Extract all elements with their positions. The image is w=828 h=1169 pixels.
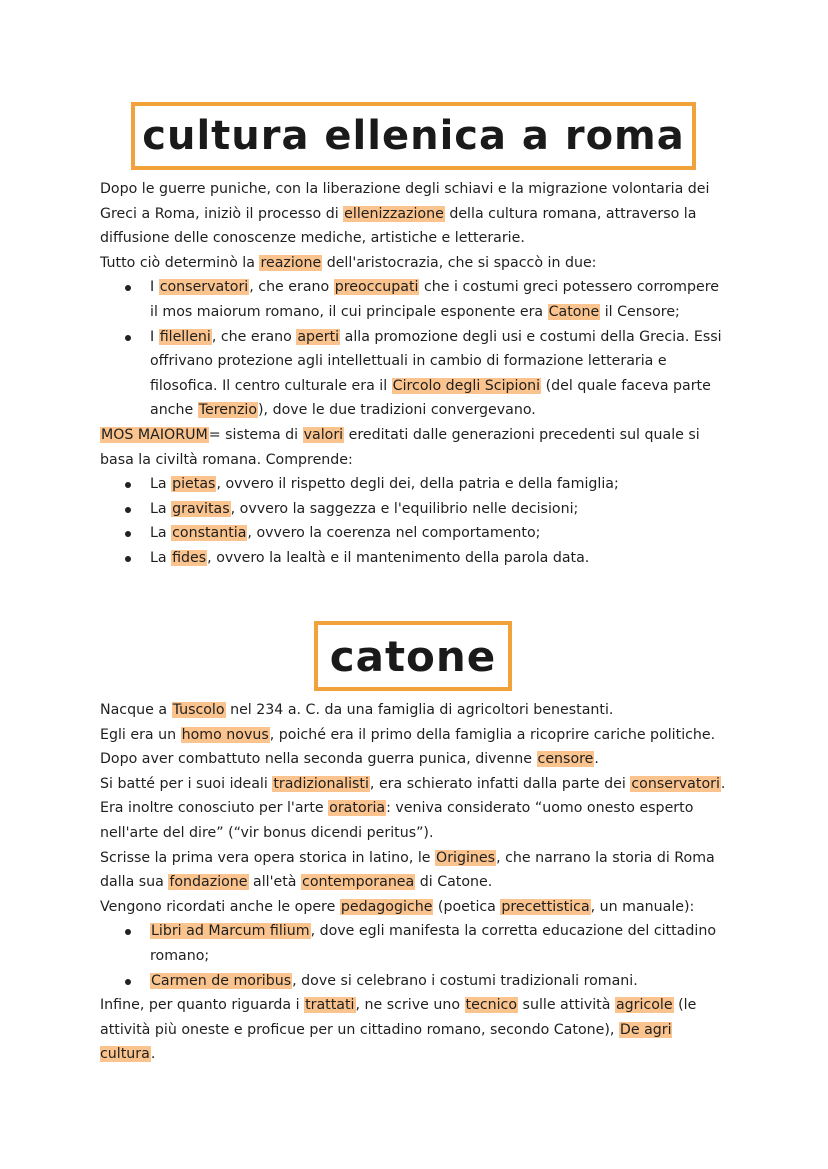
text-run: , che narrano la storia di Roma dalla sua [100, 849, 715, 891]
text-run: che i costumi greci potessero corrompere il mos maiorum romano, il cui principale esponente era [150, 279, 719, 320]
text-run: il Censore; [600, 303, 680, 320]
text-run: nel 234 a. C. da una famiglia di agricoltori benestanti. [225, 702, 614, 718]
text-run: = sistema di [208, 426, 303, 443]
paragraph [100, 177, 730, 251]
paragraph [100, 747, 730, 772]
text-run: , ovvero il rispetto degli dei, della patria e della famiglia; [216, 476, 619, 493]
text-run: sulle attività [518, 997, 615, 1014]
text-run: La [150, 500, 172, 517]
text-run: La [150, 525, 172, 542]
highlighted-term: fondazione [169, 874, 248, 891]
text-run: , poiché era il primo della famiglia a ricoprire cariche politiche. [269, 726, 716, 743]
highlighted-term: pietas [172, 476, 216, 493]
text-run: Infine, per quanto riguarda i [100, 997, 305, 1014]
text-run: . [594, 751, 599, 768]
list-item [150, 275, 730, 324]
bullet-list-values [100, 472, 730, 570]
text-run: , che erano [249, 279, 334, 296]
paragraph [100, 251, 730, 276]
list-item [150, 546, 730, 571]
highlighted-term: Catone [548, 303, 600, 320]
text-run: Scrisse la prima vera opera storica in latino, le [100, 849, 436, 866]
highlighted-term: De agri cultura [100, 1021, 672, 1063]
highlighted-term: conservatori [159, 279, 249, 296]
paragraph-mos-maiorum [100, 423, 730, 472]
list-item [150, 521, 730, 546]
paragraph [100, 772, 730, 797]
highlighted-term: filelleni [159, 328, 211, 345]
text-run: , un manuale): [590, 898, 695, 915]
paragraph [100, 895, 730, 920]
highlighted-term: ellenizzazione [344, 205, 444, 222]
list-item [150, 497, 730, 522]
highlighted-term: oratoria [329, 800, 386, 817]
highlighted-term: conservatori [631, 775, 720, 792]
highlighted-term: Libri ad Marcum filium [151, 923, 310, 940]
bullet-list-works [100, 919, 730, 993]
text-run: di Catone. [415, 874, 493, 891]
highlighted-term: trattati [305, 997, 355, 1014]
list-item [150, 325, 730, 423]
section-cultura-ellenica [100, 177, 730, 571]
text-run: , ne scrive uno [355, 997, 465, 1014]
text-run: Tutto ciò determinò la [100, 254, 260, 271]
text-run: , dove egli manifesta la corretta educazione del cittadino romano; [150, 923, 717, 964]
text-run: Era inoltre conosciuto per l'arte [100, 800, 329, 817]
text-run: La [150, 549, 172, 566]
highlighted-term: precettistica [501, 898, 590, 915]
highlighted-term: constantia [172, 525, 247, 542]
text-run: . [150, 1046, 156, 1063]
text-run: Vengono ricordati anche le opere [100, 898, 340, 915]
highlighted-term: Origines [436, 849, 496, 866]
text-run: . [720, 775, 726, 792]
text-run: (del quale faceva parte anche [150, 377, 711, 419]
text-run: : veniva considerato “uomo onesto esperto nell'arte del dire” (“vir bonus dicendi peritus”). [100, 800, 694, 841]
text-run: ), dove le due tradizioni convergevano. [258, 402, 536, 419]
text-run: , era schierato infatti dalla parte dei [369, 775, 631, 792]
highlighted-term: valori [303, 426, 344, 443]
highlighted-term: Carmen de moribus [151, 972, 292, 989]
paragraph [100, 723, 730, 748]
paragraph [100, 698, 730, 723]
text-run: Egli era un [100, 726, 181, 743]
highlighted-term: tecnico [465, 997, 518, 1014]
highlighted-term: pedagogiche [340, 898, 433, 915]
text-run: all'età [248, 874, 302, 891]
text-run: , ovvero la coerenza nel comportamento; [247, 525, 541, 542]
highlighted-term: censore [537, 751, 594, 768]
text-run: della cultura romana, attraverso la diffusione delle conoscenze mediche, artistiche e letterarie. [100, 205, 697, 247]
section-catone [100, 698, 730, 1067]
text-run: Dopo le guerre puniche, con la liberazione degli schiavi e la migrazione volontaria dei Greci a Roma, iniziò il processo di [100, 181, 710, 222]
paragraph [100, 993, 730, 1067]
highlighted-term: agricole [615, 997, 673, 1014]
highlighted-term: fides [172, 549, 207, 566]
list-item [150, 472, 730, 497]
highlighted-term: preoccupati [334, 279, 419, 296]
highlighted-term: gravitas [172, 500, 230, 517]
text-run: La [150, 476, 172, 493]
highlighted-term: aperti [297, 328, 340, 345]
highlighted-term: Circolo degli Scipioni [392, 377, 541, 394]
text-run: alla promozione degli usi e costumi della Grecia. Essi offrivano protezione agli intellettuali in cambio di formazione letteraria e filosofica. Il centro culturale era il [150, 328, 722, 394]
highlighted-term: contemporanea [302, 874, 415, 891]
highlighted-term: tradizionalisti [273, 775, 369, 792]
text-run: , ovvero la saggezza e l'equilibrio nelle decisioni; [230, 500, 579, 517]
highlighted-term: Terenzio [198, 402, 258, 419]
section-title-cultura-ellenica: cultura ellenica a roma [131, 102, 696, 170]
highlighted-term: reazione [260, 254, 322, 271]
text-run: ereditati dalle generazioni precedenti sul quale si basa la civiltà romana. Comprende: [100, 426, 700, 468]
bullet-list-aristocracy [100, 275, 730, 423]
text-run: Si batté per i suoi ideali [100, 775, 273, 792]
text-run: , che erano [211, 328, 297, 345]
paragraph [100, 846, 730, 895]
list-item [150, 919, 730, 968]
text-run: I [150, 328, 159, 345]
paragraph [100, 796, 730, 845]
highlighted-term: homo novus [181, 726, 269, 743]
list-item [150, 969, 730, 994]
text-run: Nacque a [100, 702, 172, 718]
text-run: (poetica [433, 898, 501, 915]
highlighted-term: Tuscolo [172, 702, 225, 718]
text-run: Dopo aver combattuto nella seconda guerra punica, divenne [100, 751, 537, 768]
highlighted-term: MOS MAIORUM [101, 426, 208, 443]
text-run: (le attività più oneste e proficue per un cittadino romano, secondo Catone), [100, 997, 697, 1038]
text-run: , ovvero la lealtà e il mantenimento della parola data. [207, 549, 590, 566]
text-run: dell'aristocrazia, che si spaccò in due: [322, 254, 597, 271]
text-run: , dove si celebrano i costumi tradizionali romani. [292, 972, 638, 989]
text-run: I [150, 279, 159, 296]
section-title-catone: catone [314, 621, 512, 691]
